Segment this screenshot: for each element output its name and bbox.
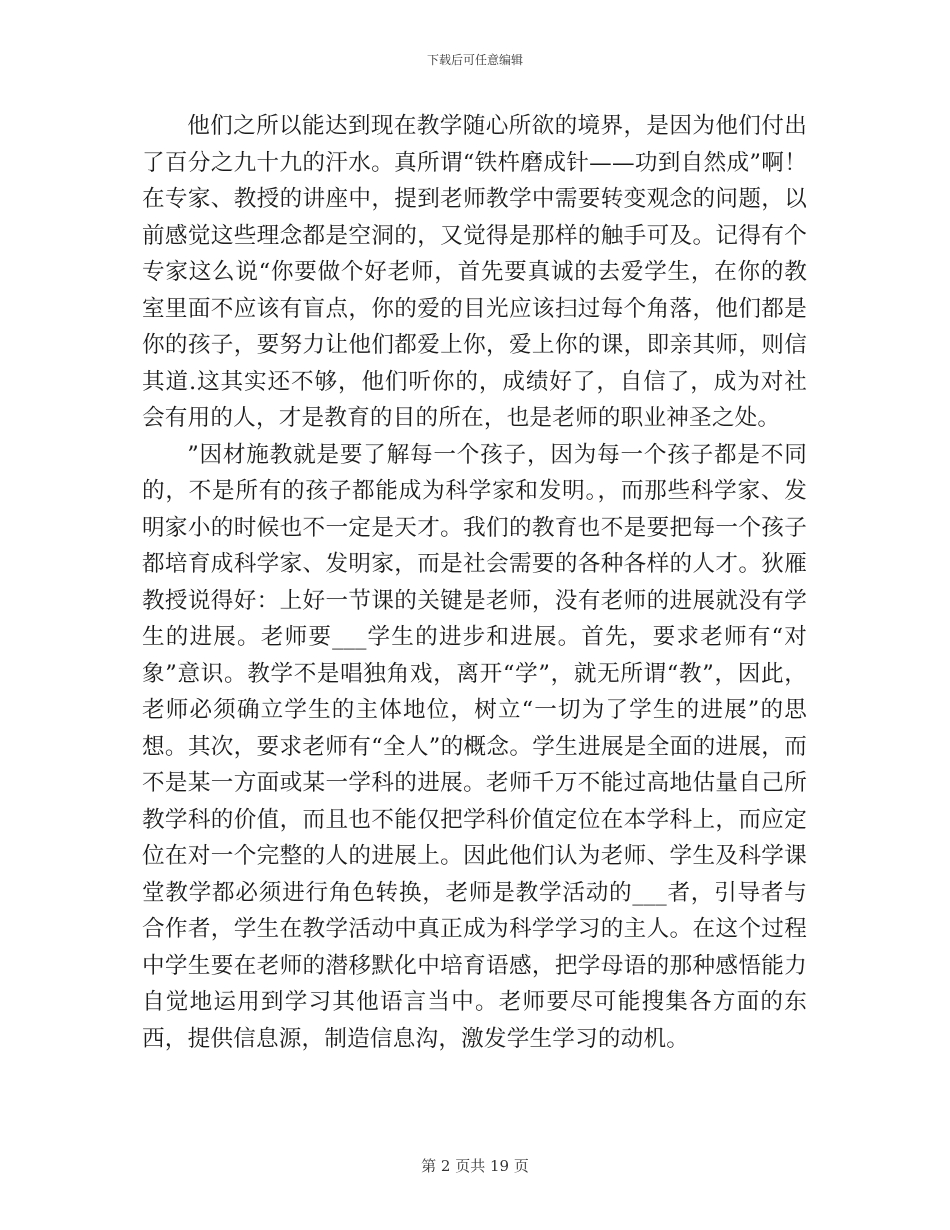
paragraph-1: 他们之所以能达到现在教学随心所欲的境界，是因为他们付出了百分之九十九的汗水。真所谓“铁杵磨成针——功到自然成”啊！在专家、教授的讲座中，提到老师教学中需要转变观念的问题，以前感觉这些理念都是空洞的，又觉得是那样的触手可及。记得有个专家这么说“你要做个好老师，首先要真诚的去爱学生，在你的教室里面不应该有盲点，你的爱的目光应该扫过每个角落，他们都是你的孩子，要努力让他们都爱上你，爱上你的课，即亲其师，则信其道.这其实还不够，他们听你的，成绩好了，自信了，成为对社会有用的人，才是教育的目的所在，也是老师的职业神圣之处。 [142, 113, 807, 431]
page-header-note: 下载后可任意编辑 [426, 53, 523, 67]
document-body [142, 108, 807, 1057]
paragraph-2: ”因材施教就是要了解每一个孩子，因为每一个孩子都是不同的，不是所有的孩子都能成为科学家和发明。，而那些科学家、发明家小的时候也不一定是天才。我们的教育也不是要把每一个孩子都培育成科学家、发明家，而是社会需要的各种各样的人才。狄雁教授说得好：上好一节课的关键是老师，没有老师的进展就没有学生的进展。老师要___学生的进步和进展。首先，要求老师有“对象”意识。教学不是唱独角戏，离开“学”，就无所谓“教”，因此，老师必须确立学生的主体地位，树立“一切为了学生的进展”的思想。其次，要求老师有“全人”的概念。学生进展是全面的进展，而不是某一方面或某一学科的进展。老师千万不能过高地估量自己所教学科的价值，而且也不能仅把学科价值定位在本学科上，而应定位在对一个完整的人的进展上。因此他们认为老师、学生及科学课堂教学都必须进行角色转换，老师是教学活动的___者，引导者与合作者，学生在教学活动中真正成为科学学习的主人。在这个过程中学生要在老师的潜移默化中培育语感，把学母语的那种感悟能力自觉地运用到学习其他语言当中。老师要尽可能搜集各方面的东西，提供信息源，制造信息沟，激发学生学习的动机。 [142, 441, 807, 1052]
page-number-footer: 第 2 页共 19 页 [421, 1157, 529, 1175]
